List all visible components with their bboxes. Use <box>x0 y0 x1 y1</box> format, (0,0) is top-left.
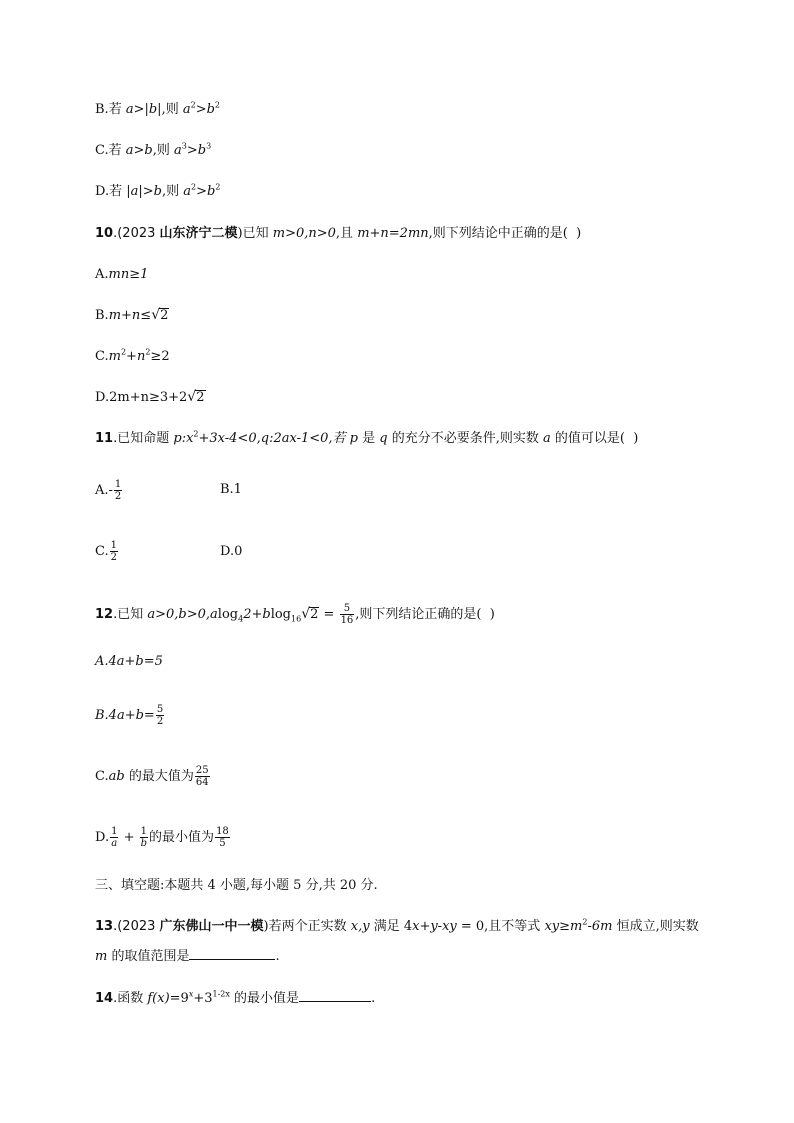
q9-option-c: C.若 a>b,则 $a^3>b^3$ <box>95 141 212 158</box>
q13-stem-line2: m 的取值范围是 . <box>95 949 280 964</box>
q11-option-b: B.1 <box>220 482 242 497</box>
sqrt-symbol: √ <box>151 307 161 323</box>
q12-option-c: C.ab 的最大值为 $\frac{25}{64}$ <box>95 765 209 788</box>
q10-option-a: A.mn≥1 <box>95 267 149 282</box>
q11-stem: 11.已知命题 $p:x^2+3x-4<0,q:2ax-1<0$,若 p 是 q 的充分不必要条件,则实数 a 的值可以是( ) <box>95 429 639 446</box>
q11-option-c: C. $\frac{1}{2}$ <box>95 540 117 563</box>
answer-blank[interactable] <box>189 947 275 960</box>
fraction: $\frac{5}{2}$ <box>156 704 164 727</box>
q12-stem: 12.已知 a>0,b>0,alog$_4$2+blog$_{16}$√2 = $\frac{5}{16}$ ,则下列结论正确的是( ) <box>95 603 495 626</box>
fraction: $\frac{1}{2}$ <box>114 479 122 502</box>
fraction: $\frac{1}{a}$ <box>111 826 118 849</box>
q12-option-d: D. $\frac{1}{a}$ + $\frac{1}{b}$ 的最小值为 $\frac{18}{5}$ <box>95 826 229 849</box>
q12-option-a: A.4a+b=5 <box>95 654 163 669</box>
fraction: $\frac{25}{64}$ <box>195 765 209 788</box>
fraction: $\frac{5}{16}$ <box>340 603 354 626</box>
q10-stem: 10.(2023 山东济宁二模)已知 m>0,n>0,且 m+n=2mn,则下列结论中正确的是( ) <box>95 226 582 241</box>
q14-stem: 14.函数 $f(x)=9^x+3^{1-2x}$ 的最小值是 . <box>95 989 376 1006</box>
sqrt-symbol: √ <box>187 389 197 405</box>
q10-option-b: B.m+n≤√2 <box>95 307 169 323</box>
q11-option-a: A.- $\frac{1}{2}$ <box>95 479 122 502</box>
section-title: 三、填空题:本题共 4 小题,每小题 5 分,共 20 分. <box>95 878 378 893</box>
sqrt-symbol: √ <box>301 606 311 622</box>
q12-option-b: B.4a+b= $\frac{5}{2}$ <box>95 704 164 727</box>
answer-blank[interactable] <box>299 989 371 1002</box>
q13-stem: 13.(2023 广东佛山一中一模)若两个正实数 x,y 满足 4x+y-xy = 0,且不等式 $xy\ge m^2-6m$ 恒成立,则实数 <box>95 917 699 934</box>
fraction: $\frac{18}{5}$ <box>216 826 229 849</box>
q9-option-d: D.若 |a|>b,则 $a^2>b^2$ <box>95 182 221 199</box>
q11-option-d: D.0 <box>220 544 243 559</box>
fraction: $\frac{1}{b}$ <box>140 826 148 849</box>
q10-option-d: D.2m+n≥3+2√2 <box>95 389 205 405</box>
fraction: $\frac{1}{2}$ <box>110 540 117 563</box>
q10-option-c: $C.m^2+n^2\ge 2$ <box>95 347 170 364</box>
q9-option-b: B.若 a>|b|,则 $a^2>b^2$ <box>95 100 221 117</box>
